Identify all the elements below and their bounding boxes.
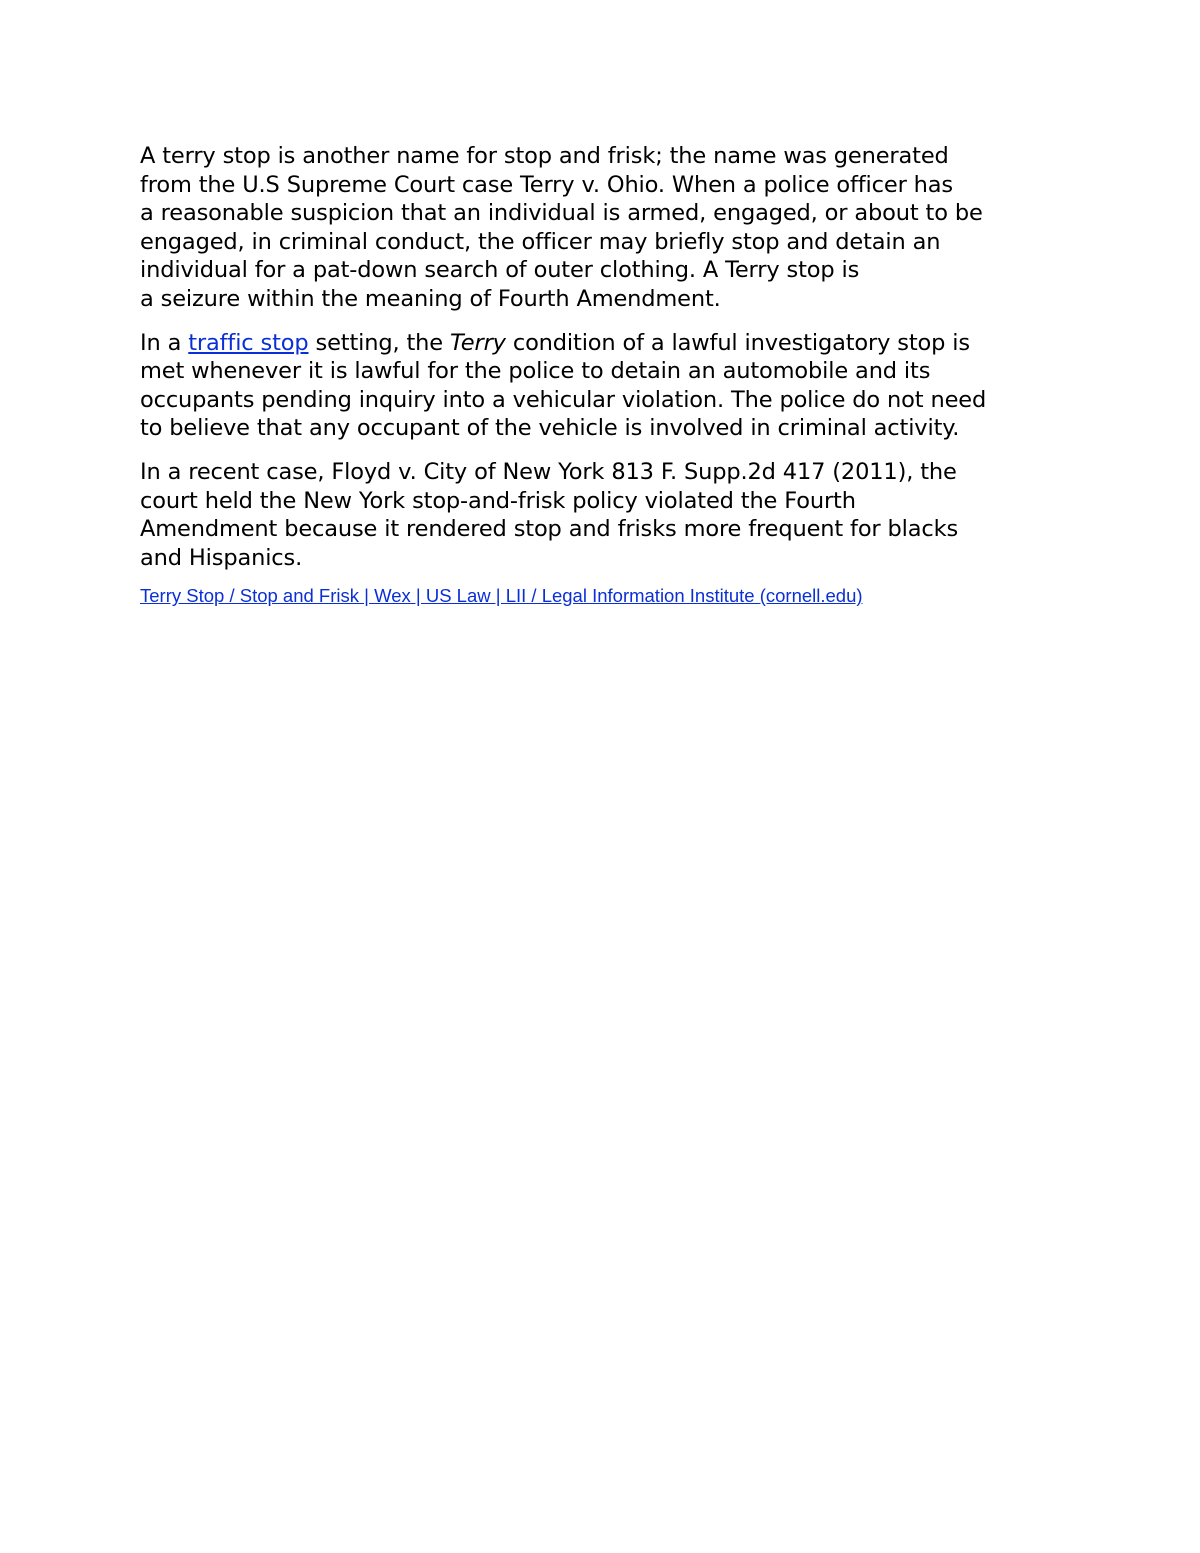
paragraph-line <box>140 329 1050 358</box>
document-body <box>140 142 1050 608</box>
paragraph-line: met whenever it is lawful for the police to detain an automobile and its <box>140 358 931 385</box>
paragraph-line: individual for a pat-down search of outer clothing. A Terry stop is <box>140 257 860 284</box>
source-citation-link[interactable]: Terry Stop / Stop and Frisk | Wex | US Law | LII / Legal Information Institute (cornell.edu) <box>140 585 863 607</box>
paragraph-line: a seizure within the meaning of Fourth Amendment. <box>140 285 721 312</box>
traffic-stop-link[interactable]: traffic stop <box>188 329 309 356</box>
paragraph-line: A terry stop is another name for stop and frisk; the name was generated <box>140 143 949 169</box>
paragraph-line: occupants pending inquiry into a vehicular violation. The police do not need <box>140 386 987 413</box>
paragraph-line: to believe that any occupant of the vehicle is involved in criminal activity. <box>140 415 960 442</box>
paragraph-line: In a recent case, Floyd v. City of New York 813 F. Supp.2d 417 (2011), the <box>140 458 957 485</box>
paragraph-floyd-case <box>140 458 1050 572</box>
paragraph-line: engaged, in criminal conduct, the officer may briefly stop and detain an <box>140 228 941 255</box>
paragraph-line: Amendment because it rendered stop and frisks more frequent for blacks <box>140 516 959 543</box>
paragraph-terry-stop-definition <box>140 142 1050 314</box>
text-segment: condition of a lawful investigatory stop is <box>505 329 970 356</box>
paragraph-line: court held the New York stop-and-frisk policy violated the Fourth <box>140 487 856 514</box>
paragraph-line: and Hispanics. <box>140 544 303 571</box>
paragraph-line: from the U.S Supreme Court case Terry v. Ohio. When a police officer has <box>140 171 953 198</box>
text-segment: setting, the <box>308 329 450 356</box>
italic-terry: Terry <box>449 329 506 356</box>
paragraph-line: a reasonable suspicion that an individual is armed, engaged, or about to be <box>140 200 983 227</box>
text-segment: In a <box>140 329 189 356</box>
paragraph-traffic-stop <box>140 329 1050 443</box>
